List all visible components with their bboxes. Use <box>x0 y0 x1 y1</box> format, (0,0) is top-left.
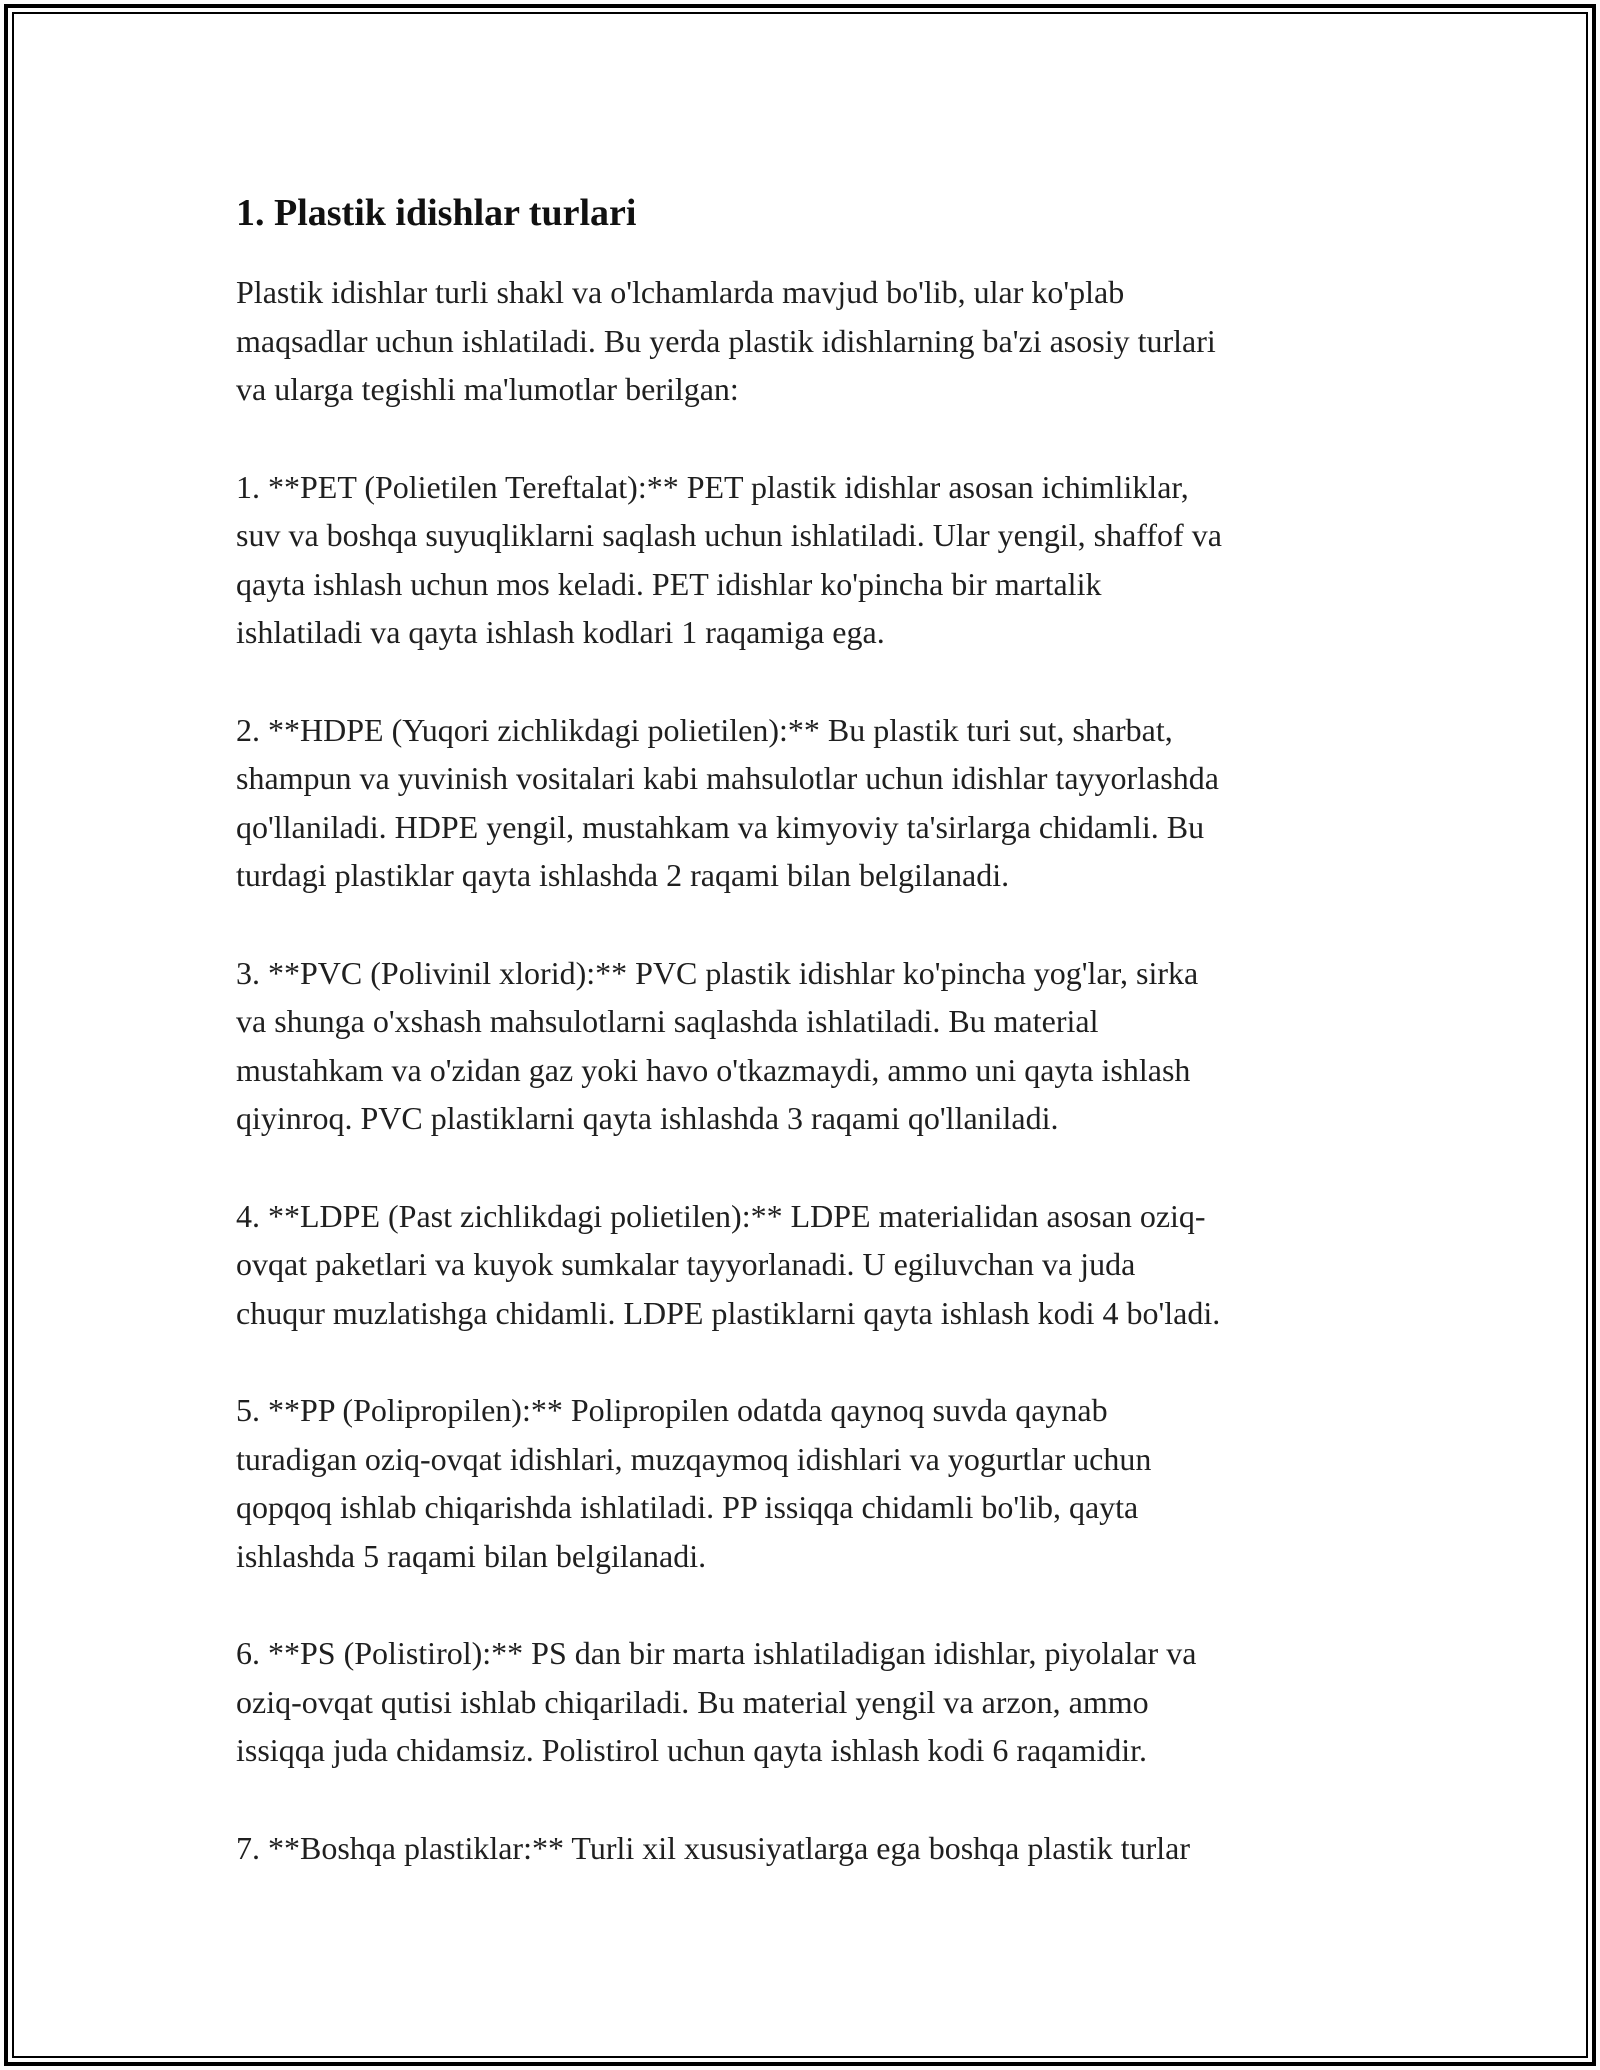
list-item-ps: 6. **PS (Polistirol):** PS dan bir marta ishlatiladigan idishlar, piyolalar va oziq-ovqat qutisi ishlab chiqariladi. Bu material yengil va arzon, ammo issiqqa juda chidamsiz. Polistirol uchun qayta ishlash kodi 6 raqamidir. <box>236 1635 1197 1768</box>
list-item-pet: 1. **PET (Polietilen Tereftalat):** PET plastik idishlar asosan ichimliklar, suv va boshqa suyuqliklarni saqlash uchun ishlatiladi. Ular yengil, shaffof va qayta ishlash uchun mos keladi. PET idishlar ko'pincha bir martalik ishlatiladi va qayta ishlash kodlari 1 raqamiga ega. <box>236 468 1222 650</box>
list-item-pvc: 3. **PVC (Polivinil xlorid):** PVC plastik idishlar ko'pincha yog'lar, sirka va shunga o'xshash mahsulotlarni saqlashda ishlatiladi. Bu material mustahkam va o'zidan gaz yoki havo o'tkazmaydi, ammo uni qayta ishlash qiyinroq. PVC plastiklarni qayta ishlashda 3 raqami qo'llaniladi. <box>236 954 1199 1136</box>
section-heading: 1. Plastik idishlar turlari <box>236 192 637 234</box>
list-item-ldpe: 4. **LDPE (Past zichlikdagi polietilen):** LDPE materialidan asosan oziq- ovqat paketlari va kuyok sumkalar tayyorlanadi. U egiluvchan va juda chuqur muzlatishga chidamli. LDPE plastiklarni qayta ishlash kodi 4 bo'ladi. <box>236 1197 1221 1331</box>
list-item-other: 7. **Boshqa plastiklar:** Turli xil xususiyatlarga ega boshqa plastik turlar <box>236 1829 1190 1866</box>
list-item-pp: 5. **PP (Polipropilen):** Polipropilen odatda qaynoq suvda qaynab turadigan oziq-ovqat idishlari, muzqaymoq idishlari va yogurtlar uchun qopqoq ishlab chiqarishda ishlatiladi. PP issiqqa chidamli bo'lib, qayta ishlashda 5 raqami bilan belgilanadi. <box>236 1392 1152 1574</box>
document-body <box>236 186 1376 1921</box>
intro-paragraph: Plastik idishlar turli shakl va o'lchamlarda mavjud bo'lib, ular ko'plab maqsadlar uchun ishlatiladi. Bu yerda plastik idishlarning ba'zi asosiy turlari va ularga tegishli ma'lumotlar berilgan: <box>236 274 1216 407</box>
list-item-hdpe: 2. **HDPE (Yuqori zichlikdagi polietilen):** Bu plastik turi sut, sharbat, shampun va yuvinish vositalari kabi mahsulotlar uchun idishlar tayyorlashda qo'llaniladi. HDPE yengil, mustahkam va kimyoviy ta'sirlarga chidamli. Bu turdagi plastiklar qayta ishlashda 2 raqami bilan belgilanadi. <box>236 711 1219 893</box>
